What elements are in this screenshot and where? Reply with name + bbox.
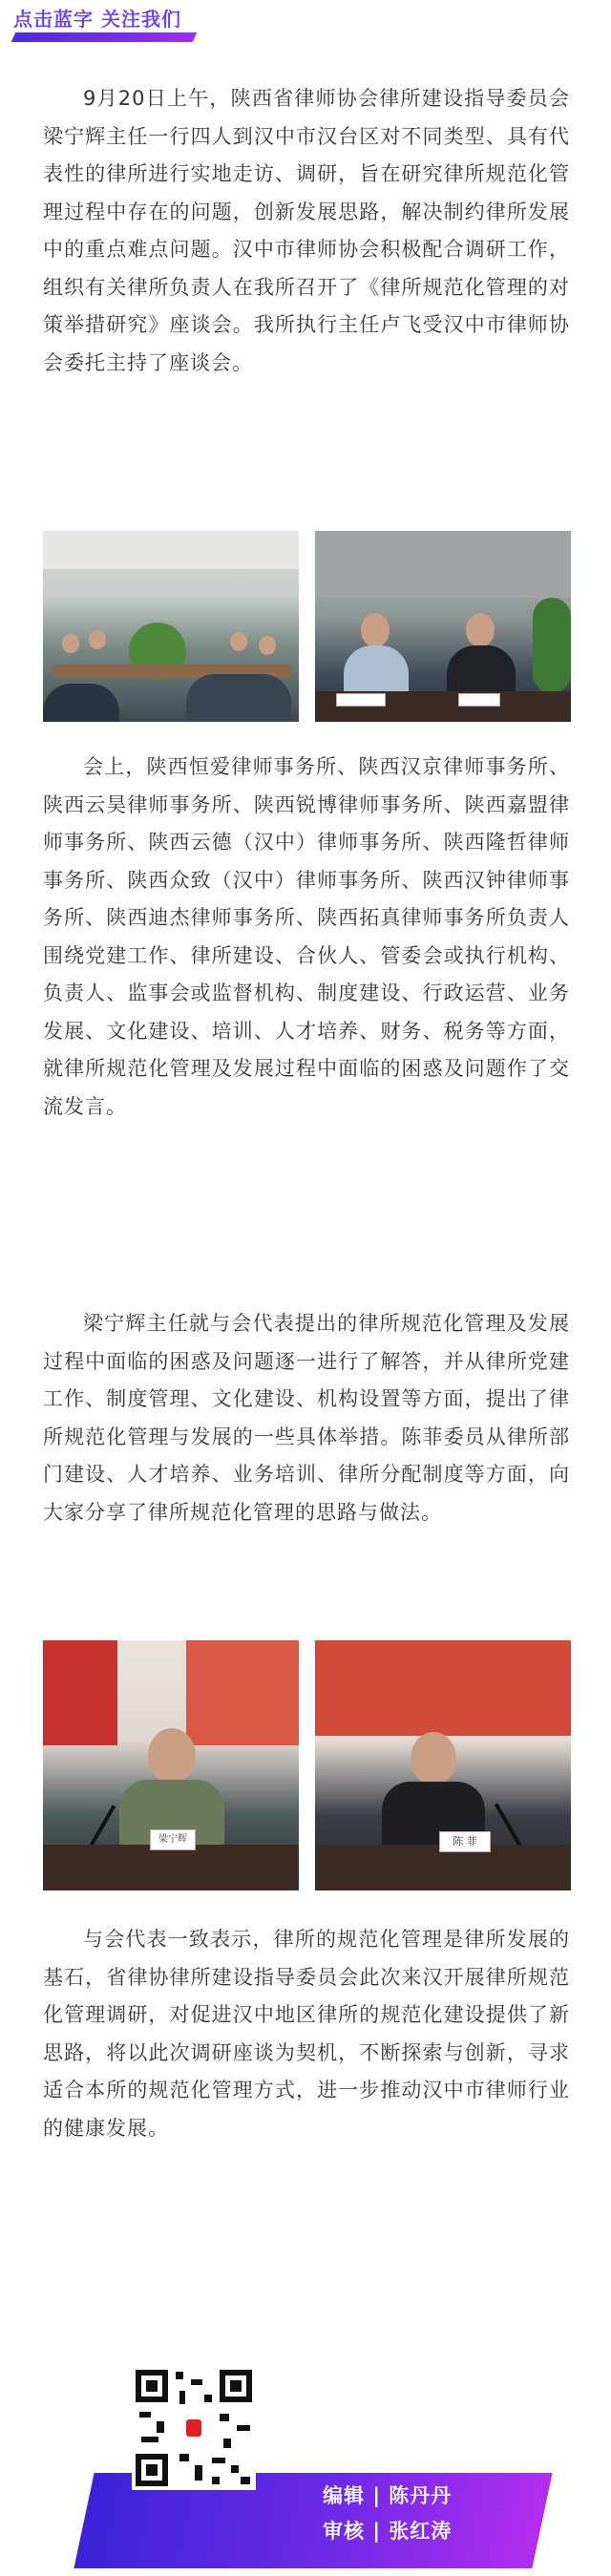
editor-line <box>323 2479 542 2514</box>
speaker-photo-chen <box>315 1640 571 1890</box>
person <box>62 634 79 653</box>
person <box>361 613 390 647</box>
qr-module <box>176 2372 183 2379</box>
qr-module <box>220 2414 229 2421</box>
person <box>259 636 276 655</box>
person <box>89 630 106 649</box>
qr-module <box>212 2458 225 2463</box>
nameplate <box>458 693 500 707</box>
qr-module <box>179 2391 185 2404</box>
qr-module <box>204 2395 212 2402</box>
article-paragraph-4: 与会代表一致表示，律所的规范化管理是律所发展的基石，省律协律所建设指导委员会此次来汉开展律所规范化管理调研，对促进汉中地区律所的规范化建设提供了新思路，将以此次调研座谈为契机，不断探索与创新，寻求适合本所的规范化管理方式，进一步推动汉中市律师行业的健康发展。 <box>43 1928 570 2140</box>
qr-module <box>212 2477 220 2484</box>
qr-finder-core <box>230 2380 242 2392</box>
speaker-photo-liang <box>43 1640 299 1890</box>
ceiling <box>43 531 299 569</box>
article-paragraph-3: 梁宁辉主任就与会代表提出的律所规范化管理及发展过程中面临的困惑及问题逐一进行了解答，并从律所党建工作、制度管理、文化建设、机构设置等方面，提出了律所规范化管理与发展的一些具体举措。陈菲委员从律所部门建设、人才培养、业务培训、律所分配制度等方面，向大家分享了律所规范化管理的思路与做法。 <box>43 1312 570 1524</box>
qr-module <box>195 2465 202 2481</box>
meeting-photo-speakers <box>315 531 571 722</box>
editor-label: 编辑 <box>323 2484 365 2507</box>
follow-text[interactable]: 点击蓝字 关注我们 <box>13 8 181 31</box>
person <box>411 1732 456 1785</box>
microphone <box>89 1805 116 1848</box>
reviewer-line <box>323 2514 542 2549</box>
person <box>230 632 247 651</box>
red-display-board <box>43 1640 117 1745</box>
follow-underline-bar <box>11 32 198 42</box>
qr-finder-core <box>146 2464 158 2476</box>
plant <box>533 598 571 693</box>
editor-name: 陈丹丹 <box>389 2484 453 2507</box>
separator: | <box>372 2520 381 2543</box>
person-back <box>43 684 119 722</box>
follow-banner[interactable] <box>0 0 611 48</box>
person <box>148 1728 196 1784</box>
microphone <box>495 1803 521 1846</box>
separator: | <box>372 2484 381 2507</box>
qr-module <box>179 2454 189 2461</box>
nameplate-chen: 陈 菲 <box>439 1831 491 1852</box>
qr-finder-core <box>146 2380 158 2392</box>
person <box>466 613 495 647</box>
qr-module <box>237 2425 250 2431</box>
qr-module <box>191 2379 202 2385</box>
qr-module <box>139 2412 151 2418</box>
qr-module <box>157 2421 164 2433</box>
reviewer-label: 审核 <box>323 2520 365 2543</box>
nameplate-liang: 梁宁辉 <box>150 1829 196 1850</box>
qr-module <box>223 2439 231 2448</box>
red-display-board <box>315 1640 571 1736</box>
qr-module <box>231 2465 239 2473</box>
qr-module <box>141 2437 158 2442</box>
person-suit <box>447 645 516 691</box>
meeting-photo-room <box>43 531 299 722</box>
article-paragraph-1: 9月20日上午，陕西省律师协会律所建设指导委员会梁宁辉主任一行四人到汉中市汉台区对不同类型、具有代表性的律所进行实地走访、调研，旨在研究律所规范化管理过程中存在的问题，创新发展思路，解决制约律所发展中的重点难点问题。汉中市律师协会积极配合调研工作，组织有关律所负责人在我所召开了《律所规范化管理的对策举措研究》座谈会。我所执行主任卢飞受汉中市律师协会委托主持了座谈会。 <box>43 87 570 374</box>
nameplate <box>336 693 386 707</box>
article-paragraph-2: 会上，陕西恒爱律师事务所、陕西汉京律师事务所、陕西云昊律师事务所、陕西锐博律师事务所、陕西嘉盟律师事务所、陕西云德（汉中）律师事务所、陕西隆哲律师事务所、陕西众致（汉中）律师事务所、陕西汉钟律师事务所、陕西迪杰律师事务所、陕西拓真律师事务所负责人围绕党建工作、律所建设、合伙人、管委会或执行机构、负责人、监事会或监督机构、制度建设、行政运营、业务发展、文化建设、培训、人才培养、财务、税务等方面，就律所规范化管理及发展过程中面临的困惑及问题作了交流发言。 <box>43 755 570 1118</box>
red-display-board <box>186 1640 299 1745</box>
qr-logo-icon <box>181 2416 206 2440</box>
footer-credits <box>323 2479 542 2549</box>
qr-module <box>241 2477 250 2484</box>
conference-table <box>43 1845 299 1890</box>
reviewer-name: 张红涛 <box>389 2520 453 2543</box>
person-shirt <box>344 645 409 691</box>
qr-code-icon[interactable] <box>132 2366 256 2490</box>
person-back <box>186 674 291 722</box>
wall-panel <box>315 531 571 598</box>
